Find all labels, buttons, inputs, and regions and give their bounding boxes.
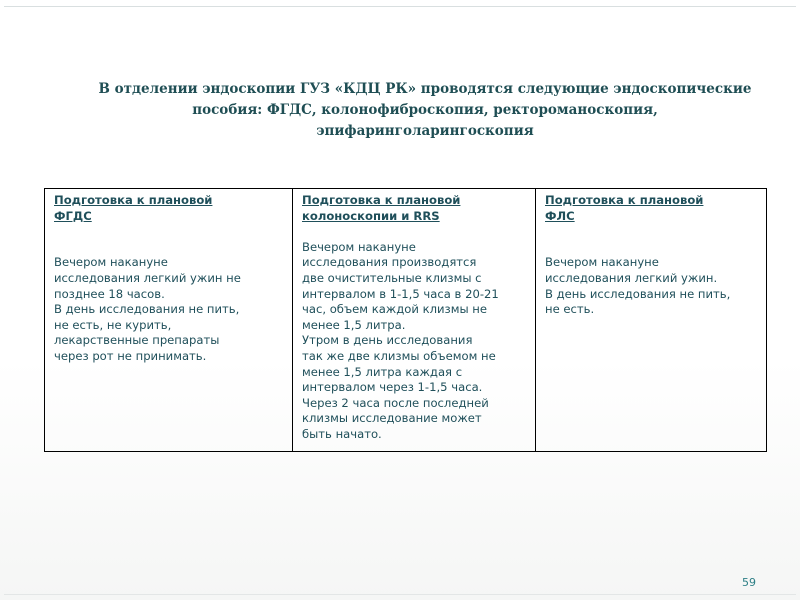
heading-line: ФГДС [54,208,92,223]
body-line: не есть, не курить, [54,317,172,332]
top-divider [4,6,796,7]
cell-colonoscopy-heading [302,193,529,224]
heading-line: Подготовка к плановой [545,193,704,207]
body-line: час, объем каждой клизмы не [302,302,487,317]
heading-line: колоноскопии и RRS [302,208,440,223]
body-line: менее 1,5 литра каждая с [302,364,463,379]
body-line: лекарственные препараты [54,333,220,348]
body-line: быть начато. [302,426,382,441]
heading-line: ФЛС [545,208,575,223]
cell-colonoscopy [293,189,536,452]
body-spacer [54,240,286,256]
body-line: Вечером накануне [545,255,659,270]
cell-fls-heading [545,193,760,224]
slide-title-line-2: пособия: ФГДС, колонофиброскопия, ректороманоскопия, [192,102,658,118]
page-number: 59 [742,576,756,589]
bottom-divider [4,594,796,595]
preparation-table [44,188,767,452]
body-line: так же две клизмы объемом не [302,348,496,363]
slide-title-line-3: эпифаринголарингоскопия [316,123,534,139]
body-line: через рот не принимать. [54,348,207,363]
body-line: интервалом в 1-1,5 часа в 20-21 [302,286,499,301]
body-line: В день исследования не пить, [54,302,240,317]
cell-colonoscopy-body [302,240,529,443]
body-line: исследования производятся [302,255,477,270]
slide-title-line-1: В отделении эндоскопии ГУЗ «КДЦ РК» проводятся следующие эндоскопические [98,81,752,97]
body-line: Вечером накануне [54,255,168,270]
cell-fgds-heading [54,193,286,224]
heading-line: Подготовка к плановой [302,193,461,207]
body-line: исследования легкий ужин не [54,270,241,285]
body-line: клизмы исследование может [302,411,482,426]
heading-line: Подготовка к плановой [54,193,213,207]
body-line: менее 1,5 литра. [302,317,406,332]
cell-fgds-body [54,240,286,365]
cell-fls [536,189,767,452]
body-line: интервалом через 1-1,5 часа. [302,380,483,395]
body-line: В день исследования не пить, [545,286,731,301]
table-row [45,189,767,452]
cell-fgds [45,189,293,452]
body-spacer [545,240,760,256]
slide-title [70,79,780,142]
body-line: исследования легкий ужин. [545,270,718,285]
cell-fls-body [545,240,760,318]
body-line: две очистительные клизмы с [302,270,482,285]
body-line: не есть. [545,302,595,317]
body-line: Через 2 часа после последней [302,395,489,410]
body-line: позднее 18 часов. [54,286,165,301]
body-line: Утром в день исследования [302,333,473,348]
body-line: Вечером накануне [302,239,416,254]
